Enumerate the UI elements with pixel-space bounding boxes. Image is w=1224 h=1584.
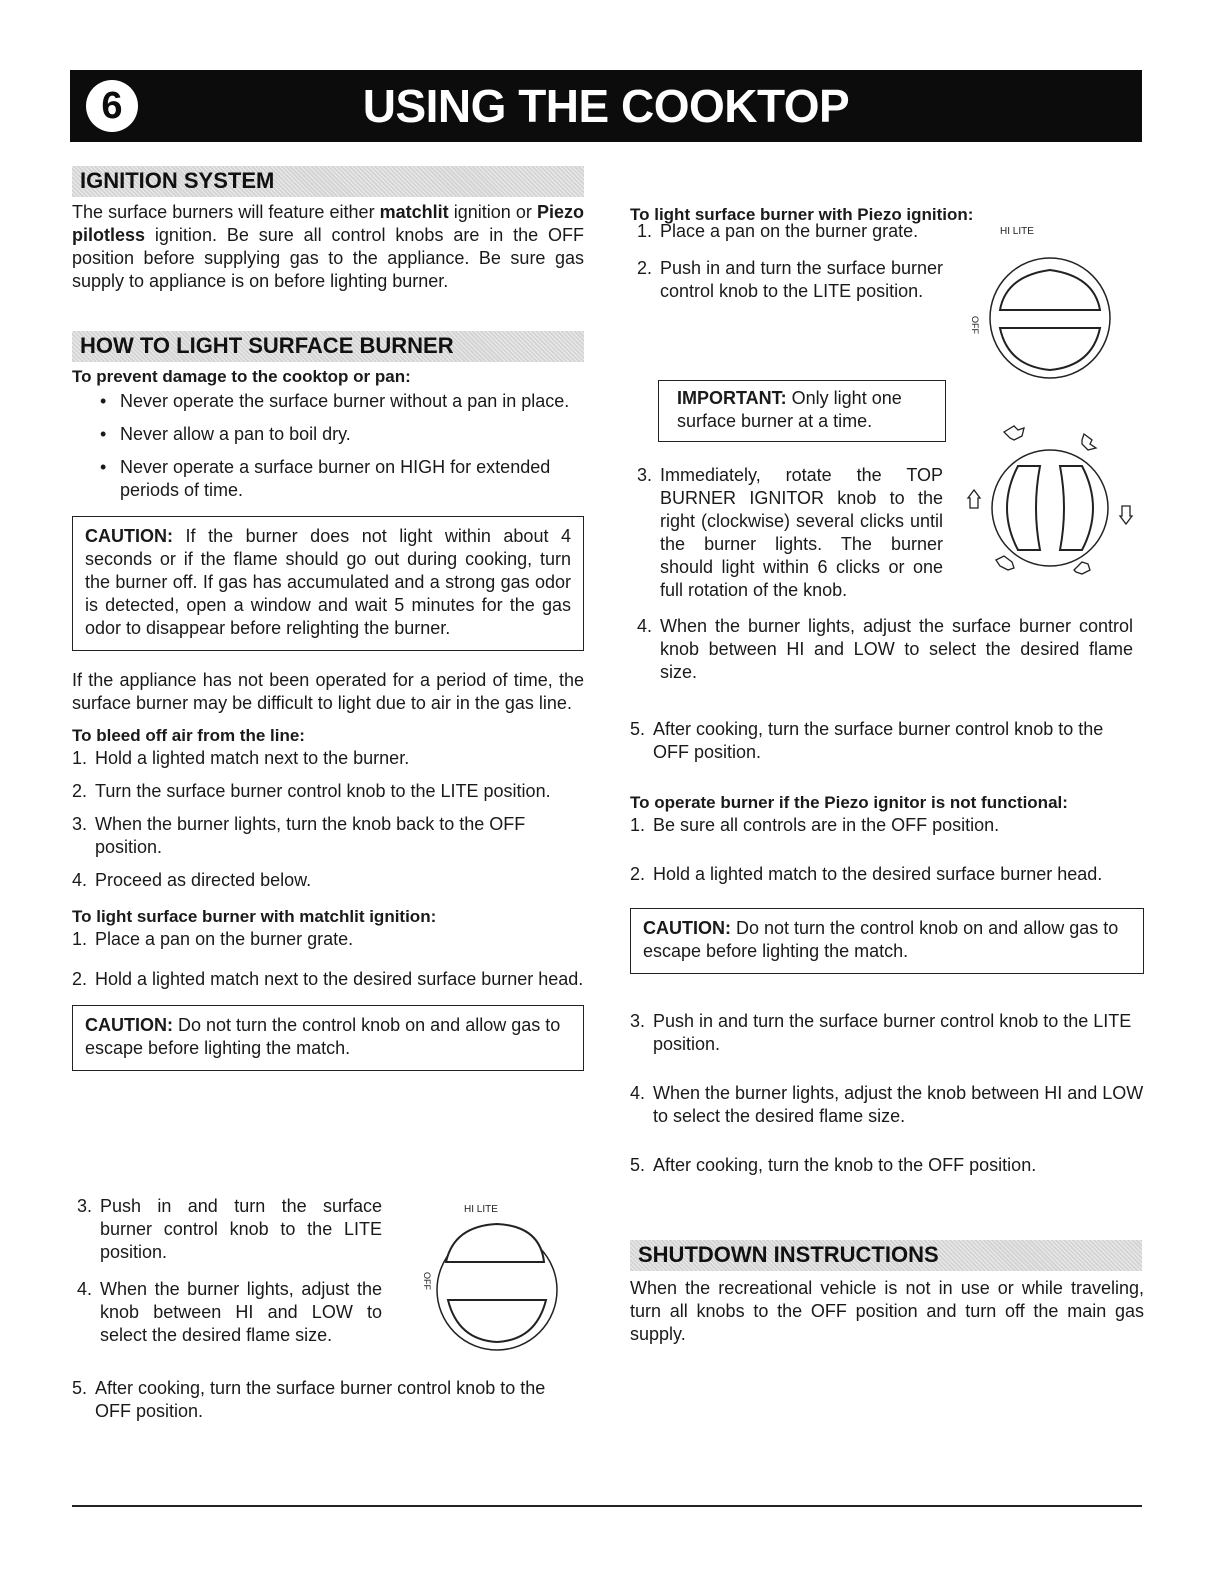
list-item: 2. Hold a lighted match next to the desired surface burner head. [72,969,584,989]
matchlit-step5 [72,1377,584,1423]
caution-box-matchlit: CAUTION: Do not turn the control knob on and allow gas to escape before lighting the match. [72,1005,584,1071]
page-banner [70,70,1142,142]
page-title: USING THE COOKTOP [362,80,850,132]
prevent-damage-list [72,390,584,502]
arrow-icon [1074,562,1090,574]
matchlit-title: To light surface burner with matchlit ignition: [72,907,437,926]
list-item: 2. Push in and turn the surface burner control knob to the LITE position. [637,258,943,301]
hi-lite-label: HI LITE [1000,226,1034,237]
list-item: 3. Push in and turn the surface burner control knob to the LITE position. [630,1011,1132,1054]
left-column [72,166,584,1071]
piezo-steps-lower [637,615,1133,698]
list-item: 5. After cooking, turn the knob to the OFF position. [630,1155,1037,1175]
list-item: 3. Immediately, rotate the TOP BURNER IGNITOR knob to the right (clockwise) several clicks until the burner lights. The burner should light within 6 clicks or one full rotation of the knob. [637,465,943,600]
list-item: 1. Hold a lighted match next to the burner. [72,748,410,768]
arrow-icon [1120,506,1132,524]
shutdown-heading: SHUTDOWN INSTRUCTIONS [630,1240,1142,1271]
list-item: 2. Turn the surface burner control knob to the LITE position. [72,781,551,801]
prevent-damage-title: To prevent damage to the cooktop or pan: [72,367,411,386]
list-item: • Never operate a surface burner on HIGH for extended periods of time. [120,456,584,502]
arrow-icon [1082,434,1096,450]
list-item: • Never operate the surface burner without a pan in place. [120,390,584,413]
arrow-icon [996,556,1014,570]
important-box: IMPORTANT: Only light one surface burner at a time. [658,380,946,442]
section-number-badge: 6 [86,80,138,132]
list-item: 4. When the burner lights, adjust the surface burner control knob between HI and LOW to select the desired flame size. [637,616,1133,682]
bottom-rule [72,1505,1142,1507]
air-in-line-note: If the appliance has not been operated for a period of time, the surface burner may be difficult to light due to air in the gas line. [72,670,584,713]
list-item: 4. When the burner lights, adjust the knob between HI and LOW to select the desired flame size. [630,1083,1144,1126]
shutdown-text: When the recreational vehicle is not in use or while traveling, turn all knobs to the OFF position and turn off the main gas supply. [630,1278,1144,1344]
piezo-step5 [630,718,1144,764]
caution-box-burner: CAUTION: If the burner does not light within about 4 seconds or if the flame should go out during cooking, turn the burner off. If gas has accumulated and a strong gas odor is detected, open a window and wait 5 minutes for the gas odor to disappear before relighting the burner. [72,516,584,651]
list-item: 5. After cooking, turn the surface burner control knob to the OFF position. [72,1378,546,1421]
arrow-icon [968,490,980,508]
nonfunctional-section [630,792,1144,1177]
list-item: 3. Push in and turn the surface burner control knob to the LITE position. [77,1196,382,1262]
list-item: 5. After cooking, turn the surface burner control knob to the OFF position. [630,719,1104,762]
piezo-step3 [637,464,943,602]
arrow-icon [1004,426,1024,440]
shutdown-section [630,1240,1144,1346]
list-item: 1. Place a pan on the burner grate. [637,221,919,241]
off-label: OFF [970,316,980,334]
piezo-steps-upper [637,220,943,303]
list-item: 1. Place a pan on the burner grate. [72,929,354,949]
ignition-system-text: The surface burners will feature either matchlit ignition or Piezo pilotless ignition. Be sure all control knobs are in the OFF position before supplying gas to the appliance. Be sure gas supply to appliance is on before lighting burner. [72,202,584,291]
how-to-light-heading: HOW TO LIGHT SURFACE BURNER [72,331,584,362]
hi-lite-label: HI LITE [464,1204,498,1215]
off-label: OFF [422,1272,432,1290]
nonfunctional-title: To operate burner if the Piezo ignitor is not functional: [630,793,1068,812]
list-item: 4. When the burner lights, adjust the knob between HI and LOW to select the desired flame size. [77,1279,382,1345]
control-knob-diagram [414,1196,564,1366]
ignition-system-heading: IGNITION SYSTEM [72,166,584,197]
list-item: • Never allow a pan to boil dry. [120,423,584,446]
list-item: 4. Proceed as directed below. [72,870,312,890]
matchlit-steps-lower [77,1195,382,1347]
bleed-air-title: To bleed off air from the line: [72,726,305,745]
piezo-title: To light surface burner with Piezo ignition: [630,205,974,224]
list-item: 2. Hold a lighted match to the desired surface burner head. [630,864,1103,884]
list-item: 1. Be sure all controls are in the OFF position. [630,815,1000,835]
caution-box-nonfunctional: CAUTION: Do not turn the control knob on and allow gas to escape before lighting the match. [630,908,1144,974]
control-knob-diagram [960,218,1130,398]
ignitor-knob-diagram [960,410,1140,590]
list-item: 3. When the burner lights, turn the knob back to the OFF position. [72,814,526,857]
